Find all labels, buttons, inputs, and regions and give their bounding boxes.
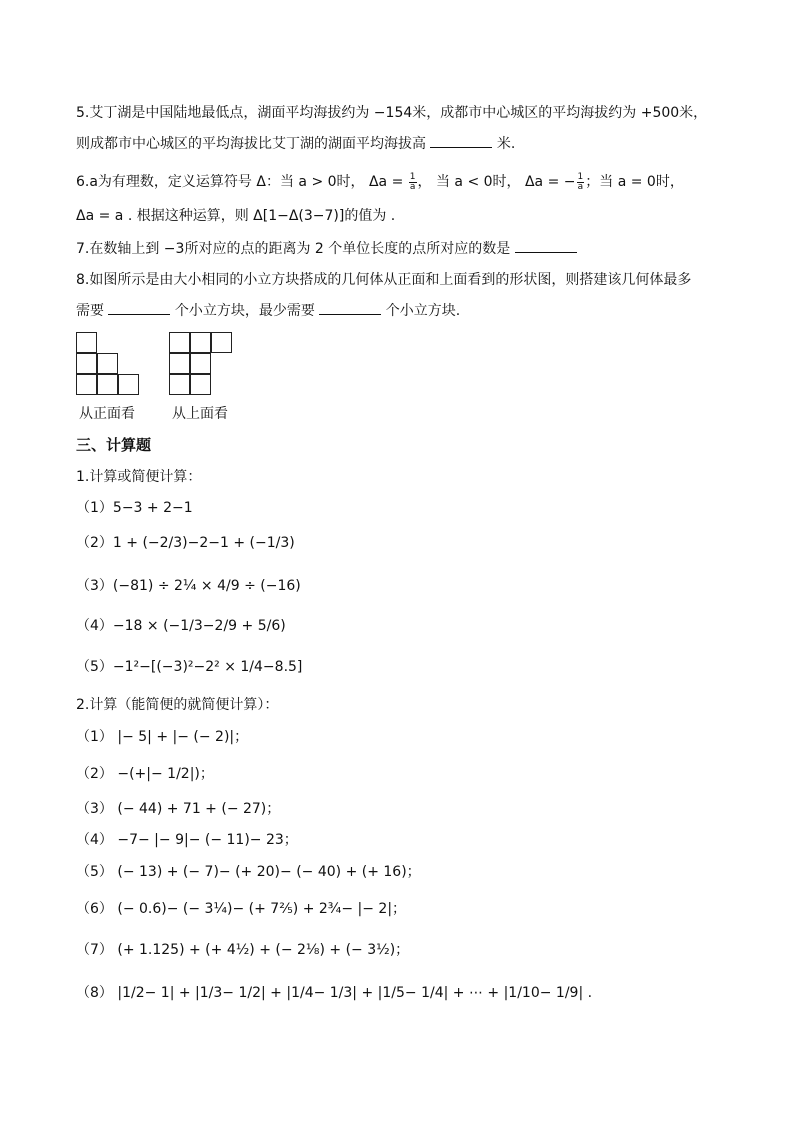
front-view-caption: 从正面看: [79, 406, 135, 422]
q2-title: 2.计算（能简便的就简便计算）：: [76, 697, 279, 713]
top-view-caption: 从上面看: [172, 406, 228, 422]
q8-line1: 8.如图所示是由大小相同的小立方块搭成的几何体从正面和上面看到的形状图，则搭建该几何体最多: [76, 272, 692, 288]
q6-frac1-num: 1: [409, 171, 416, 182]
q2-item-4: （4） −7− |− 9|− (− 11)− 23；: [76, 832, 298, 848]
front-cell-r2c1: [76, 353, 97, 374]
q6-frac1-den: a: [409, 181, 416, 192]
q2-item-3: （3） (− 44) + 71 + (− 27)；: [76, 801, 281, 817]
section3-heading: 三、计算题: [76, 436, 152, 454]
q2-item-6: （6） (− 0.6)− (− 3¼)− (+ 7⅖) + 2¾− |− 2|；: [76, 901, 407, 917]
q6-frac2-num: 1: [577, 171, 584, 182]
top-cell-r1c3: [211, 332, 232, 353]
q8-max-blank[interactable]: [108, 300, 170, 315]
q2-item-5: （5） (− 13) + (− 7)− (+ 20)− (− 40) + (+ 16)；: [76, 864, 421, 880]
q2-item-8: （8） |1/2− 1| + |1/3− 1/2| + |1/4− 1/3| + |1/5− 1/4| + ⋯ + |1/10− 1/9| .: [76, 985, 593, 1001]
q6-frac2-den: a: [577, 181, 584, 192]
q8-text-a: 需要: [76, 303, 109, 319]
q5-line2-text: 则成都市中心城区的平均海拔比艾丁湖的湖面平均海拔高: [76, 136, 431, 152]
q1-item-2: （2）1 + (−2/3)−2−1 + (−1/3): [76, 535, 295, 551]
front-cell-r3c1: [76, 374, 97, 395]
q8-min-blank[interactable]: [319, 300, 381, 315]
q6-text-a: 6.a为有理数，定义运算符号 Δ：当 a > 0时， Δa =: [76, 174, 408, 190]
q1-item-1: （1）5−3 + 2−1: [76, 500, 193, 516]
q6-fraction-1: [409, 173, 417, 192]
q6-fraction-2: [577, 173, 585, 192]
q5-line1: 5.艾丁湖是中国陆地最低点，湖面平均海拔约为 −154米，成都市中心城区的平均海拔约为 +500米，: [76, 105, 708, 121]
q5-line2: [76, 133, 515, 154]
q6-text-c: ；当 a = 0时，: [585, 174, 684, 190]
front-cell-r1c1: [76, 332, 97, 353]
q5-line2-unit: 米.: [492, 136, 516, 152]
top-cell-r3c1: [169, 374, 190, 395]
q7-answer-blank[interactable]: [515, 238, 577, 253]
front-cell-r2c2: [97, 353, 118, 374]
q8-text-c: 个小立方块.: [381, 303, 461, 319]
top-cell-r1c2: [190, 332, 211, 353]
q6-line1: [76, 172, 684, 192]
q1-item-5: （5）−1²−[(−3)²−2² × 1/4−8.5]: [76, 659, 303, 675]
q1-item-4: （4）−18 × (−1/3−2/9 + 5/6): [76, 618, 286, 634]
top-cell-r1c1: [169, 332, 190, 353]
front-view-figure: [76, 332, 144, 398]
q2-item-7: （7） (+ 1.125) + (+ 4½) + (− 2⅛) + (− 3½)；: [76, 942, 410, 958]
q5-answer-blank[interactable]: [430, 133, 492, 148]
top-view-figure: [169, 332, 237, 398]
q1-item-3: （3）(−81) ÷ 2¼ × 4/9 ÷ (−16): [76, 578, 301, 594]
q8-text-b: 个小立方块，最少需要: [170, 303, 320, 319]
q6-text-b: ， 当 a < 0时， Δa = −: [417, 174, 576, 190]
q7-text: 7.在数轴上到 −3所对应的点的距离为 2 个单位长度的点所对应的数是: [76, 241, 515, 257]
top-cell-r2c2: [190, 353, 211, 374]
q8-line2: [76, 300, 460, 321]
q2-item-1: （1） |− 5| + |− (− 2)|；: [76, 729, 249, 745]
front-cell-r3c2: [97, 374, 118, 395]
top-cell-r3c2: [190, 374, 211, 395]
q7-line: [76, 238, 577, 259]
front-cell-r3c3: [118, 374, 139, 395]
top-cell-r2c1: [169, 353, 190, 374]
q6-line2: Δa = a . 根据这种运算，则 Δ[1−Δ(3−7)]的值为 .: [76, 208, 396, 224]
q1-title: 1.计算或简便计算：: [76, 469, 202, 485]
q2-item-2: （2） −(+|− 1/2|)；: [76, 766, 214, 782]
